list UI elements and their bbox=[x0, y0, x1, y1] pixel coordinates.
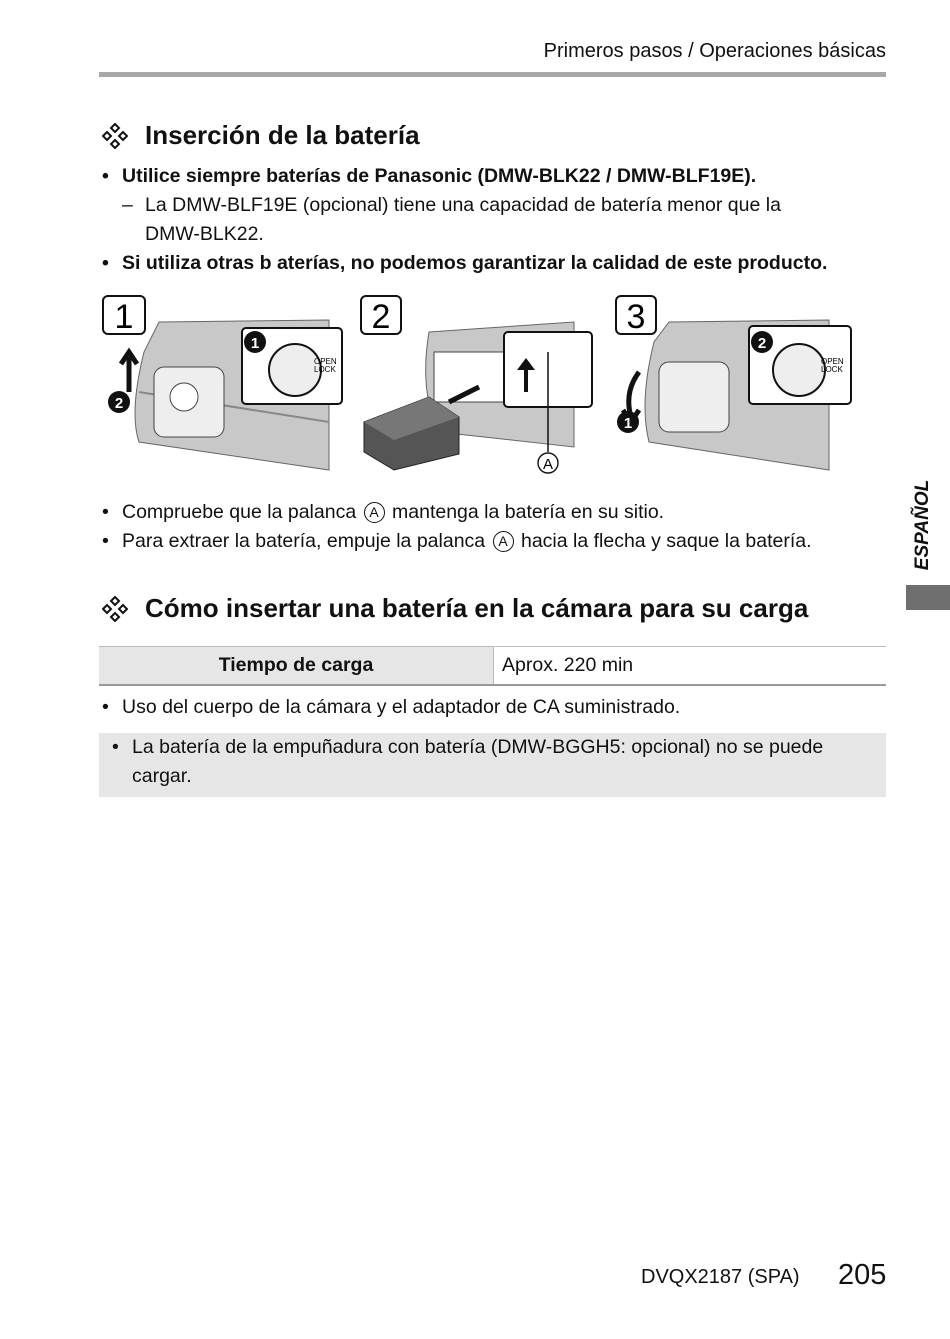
note-lever-holds: • Compruebe que la palanca A mantenga la batería en su sitio. bbox=[102, 501, 665, 523]
charging-time-value: Aprox. 220 min bbox=[494, 647, 887, 686]
svg-text:OPEN: OPEN bbox=[821, 357, 844, 366]
diamond-ornament-icon bbox=[102, 123, 128, 149]
grip-note-line1: • La batería de la empuñadura con batería (DMW-BGGH5: opcional) no se puede bbox=[112, 736, 824, 758]
header-rule bbox=[99, 72, 886, 77]
svg-text:2: 2 bbox=[757, 335, 767, 352]
svg-text:2: 2 bbox=[114, 395, 124, 412]
battery-door-3 bbox=[659, 362, 729, 432]
svg-text:LOCK: LOCK bbox=[821, 365, 843, 374]
bullet-genuine-battery: • Utilice siempre baterías de Panasonic (DMW-BLK22 / DMW-BLF19E). bbox=[102, 165, 757, 187]
bullet-other-batteries: • Si utiliza otras b aterías, no podemos garantizar la calidad de este producto. bbox=[102, 252, 828, 274]
step-2-panel bbox=[361, 296, 592, 473]
svg-text:OPEN: OPEN bbox=[314, 357, 337, 366]
section-title-charging: Cómo insertar una batería en la cámara para su carga bbox=[102, 593, 808, 624]
page-number: 205 bbox=[838, 1259, 887, 1291]
section-title-battery-insertion: Inserción de la batería bbox=[102, 120, 420, 151]
page-header-section: Primeros pasos / Operaciones básicas bbox=[543, 40, 886, 62]
dash-note-capacity: – La DMW-BLF19E (opcional) tiene una capacidad de batería menor que la bbox=[122, 194, 781, 216]
diamond-ornament-icon bbox=[102, 596, 128, 622]
step-2-number: 2 bbox=[371, 298, 391, 336]
charging-time-header: Tiempo de carga bbox=[99, 647, 494, 686]
lever-a-symbol: A bbox=[364, 502, 385, 523]
step-1-number: 1 bbox=[114, 298, 134, 336]
lever-a-symbol-2: A bbox=[493, 531, 514, 552]
dash-note-capacity-cont: DMW-BLK22. bbox=[145, 223, 264, 245]
svg-text:1: 1 bbox=[250, 335, 260, 352]
language-tab: ESPAÑOL bbox=[911, 479, 933, 571]
language-tab-bar bbox=[906, 585, 950, 610]
table-row bbox=[99, 647, 886, 686]
grip-note-line2: cargar. bbox=[132, 765, 192, 787]
step-3-panel bbox=[616, 296, 851, 470]
svg-text:1: 1 bbox=[623, 415, 633, 432]
step-1-panel bbox=[103, 296, 342, 470]
svg-text:A: A bbox=[542, 456, 554, 473]
svg-text:LOCK: LOCK bbox=[314, 365, 336, 374]
arrow-up-icon bbox=[121, 352, 137, 392]
document-code: DVQX2187 (SPA) bbox=[641, 1266, 800, 1288]
charging-time-table bbox=[99, 646, 886, 686]
battery-insertion-illustration bbox=[99, 292, 859, 478]
note-remove-battery: • Para extraer la batería, empuje la palanca A hacia la flecha y saque la batería. bbox=[102, 530, 812, 552]
bullet-ac-adapter: • Uso del cuerpo de la cámara y el adaptador de CA suministrado. bbox=[102, 696, 681, 718]
step-3-number: 3 bbox=[626, 298, 646, 336]
